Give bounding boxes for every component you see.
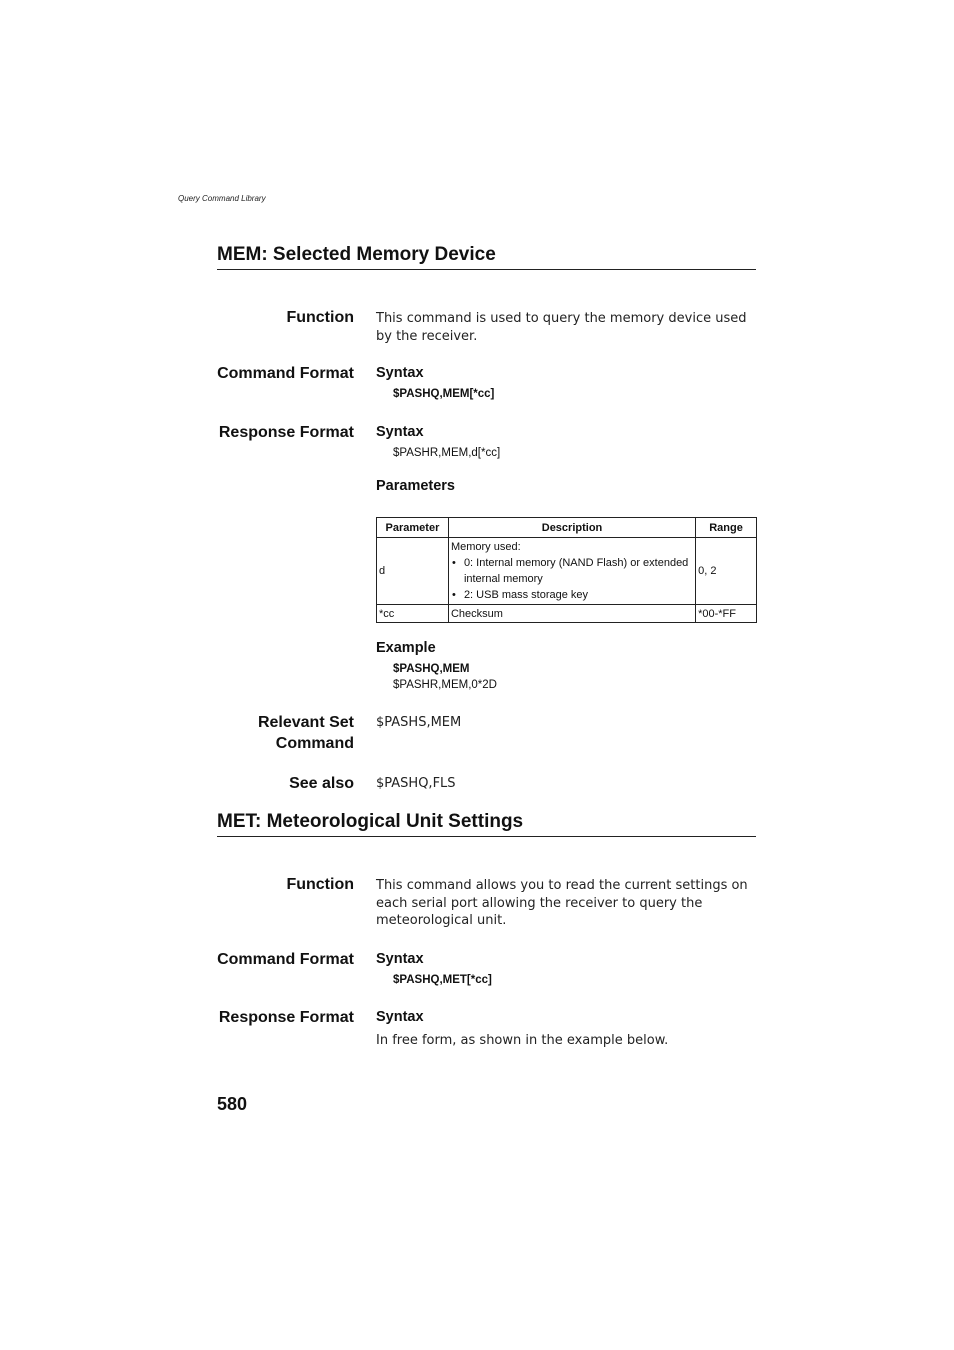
bullet: • [451, 589, 456, 601]
syntax-heading: Syntax [376, 951, 424, 967]
command-format-label: Command Format [217, 365, 354, 382]
parameters-heading: Parameters [376, 478, 455, 494]
function-label: Function [286, 876, 354, 893]
page-number: 580 [217, 1094, 248, 1114]
function-description: This command allows you to read the current settings on each serial port allowing the receiver to query the meteorological unit. [376, 878, 748, 928]
table-header-row [377, 518, 757, 538]
syntax-heading: Syntax [376, 365, 424, 381]
syntax-heading: Syntax [376, 424, 424, 440]
see-also-value: $PASHQ,FLS [376, 776, 456, 791]
range-cell: *00-*FF [696, 605, 757, 623]
parameter-cell: *cc [377, 605, 449, 623]
description-lead: Memory used: [450, 541, 521, 553]
description-cell: Checksum [448, 605, 695, 623]
bullet-text: 0: Internal memory (NAND Flash) or extended internal memory [463, 557, 689, 585]
relevant-set-label-line1: Relevant Set [257, 714, 354, 731]
relevant-set-value: $PASHS,MEM [376, 715, 462, 730]
response-format-label: Response Format [218, 1009, 354, 1026]
section-title-mem: MEM: Selected Memory Device [217, 244, 756, 270]
relevant-set-label-line2: Command [275, 735, 354, 752]
description-cell [448, 538, 695, 605]
bullet-text: 2: USB mass storage key [463, 589, 589, 601]
relevant-set-label [258, 712, 354, 754]
function-description: This command is used to query the memory device used by the receiver. [376, 311, 747, 344]
table-row [377, 538, 757, 605]
column-header: Range [696, 518, 757, 538]
range-cell: 0, 2 [696, 538, 757, 605]
example-response: $PASHR,MEM,0*2D [393, 679, 497, 691]
bullet: • [451, 557, 456, 569]
response-format-label: Response Format [218, 424, 354, 441]
example-heading: Example [376, 640, 436, 656]
command-syntax: $PASHQ,MET[*cc] [393, 974, 492, 986]
syntax-heading: Syntax [376, 1009, 424, 1025]
section-title-met: MET: Meteorological Unit Settings [217, 811, 756, 837]
response-description: In free form, as shown in the example below. [376, 1033, 669, 1048]
see-also-label: See also [289, 775, 354, 792]
response-syntax: $PASHR,MEM,d[*cc] [393, 447, 501, 459]
parameters-table [376, 517, 757, 623]
table-row [377, 605, 757, 623]
function-label: Function [286, 309, 354, 326]
parameter-cell: d [377, 538, 449, 605]
example-query: $PASHQ,MEM [393, 663, 470, 675]
column-header: Description [448, 518, 695, 538]
column-header: Parameter [377, 518, 449, 538]
command-format-label: Command Format [217, 951, 354, 968]
running-head: Query Command Library [178, 194, 266, 203]
command-syntax: $PASHQ,MEM[*cc] [393, 388, 495, 400]
